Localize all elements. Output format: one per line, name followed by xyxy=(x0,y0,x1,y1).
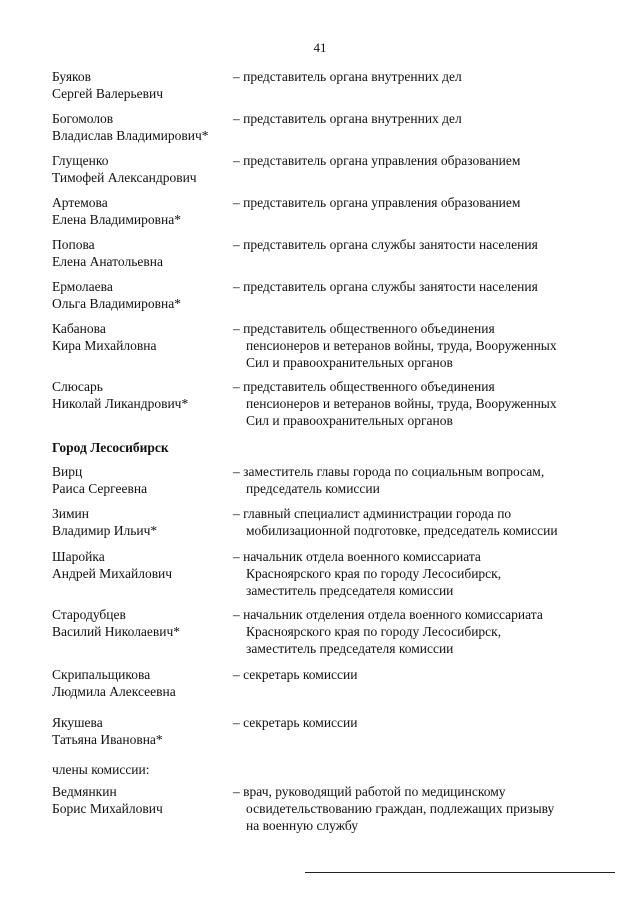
member-role xyxy=(233,320,613,371)
member-role xyxy=(233,505,613,539)
member-role-line: – начальник отделения отдела военного комиссариата xyxy=(233,607,543,622)
member-given-names: Кира Михайловна xyxy=(52,338,157,353)
member-role xyxy=(233,110,613,127)
member-role-line: Красноярского края по городу Лесосибирск, xyxy=(246,624,502,639)
member-role xyxy=(233,278,613,295)
member-given-names: Елена Владимировна* xyxy=(52,212,182,227)
member-given-names: Людмила Алексеевна xyxy=(52,684,176,699)
members-label: члены комиссии: xyxy=(52,762,150,777)
member-role-line: заместитель председателя комиссии xyxy=(246,641,454,656)
member-given-names: Василий Николаевич* xyxy=(52,624,181,639)
member-given-names: Владимир Ильич* xyxy=(52,523,158,538)
member-name xyxy=(52,110,232,144)
member-role-line: – начальник отдела военного комиссариата xyxy=(233,549,481,564)
member-surname: Слюсарь xyxy=(52,379,103,394)
member-role-line: пенсионеров и ветеранов войны, труда, Вооруженных xyxy=(246,338,557,353)
member-role-line: – заместитель главы города по социальным вопросам, xyxy=(233,464,545,479)
member-given-names: Владислав Владимирович* xyxy=(52,128,209,143)
member-name xyxy=(52,666,232,700)
member-given-names: Борис Михайлович xyxy=(52,801,163,816)
member-role xyxy=(233,236,613,253)
member-surname: Вирц xyxy=(52,464,83,479)
member-role xyxy=(233,714,613,731)
member-role-line: – представитель общественного объединения xyxy=(233,379,495,394)
member-role-line: Сил и правоохранительных органов xyxy=(246,413,453,428)
member-role-line: Сил и правоохранительных органов xyxy=(246,355,453,370)
member-given-names: Николай Ликандрович* xyxy=(52,396,189,411)
member-given-names: Елена Анатольевна xyxy=(52,254,163,269)
member-surname: Шаройка xyxy=(52,549,105,564)
member-role xyxy=(233,606,613,657)
member-surname: Артемова xyxy=(52,195,108,210)
member-name xyxy=(52,548,232,582)
member-role-line: – представитель органа службы занятости населения xyxy=(233,237,538,252)
member-surname: Скрипальщикова xyxy=(52,667,151,682)
member-role-line: на военную службу xyxy=(246,818,358,833)
member-role-line: – представитель органа управления образованием xyxy=(233,153,521,168)
member-role xyxy=(233,152,613,169)
member-role-line: председатель комиссии xyxy=(246,481,380,496)
member-name xyxy=(52,194,232,228)
member-name xyxy=(52,278,232,312)
member-role-line: – врач, руководящий работой по медицинскому xyxy=(233,784,506,799)
footer-rule xyxy=(305,872,615,873)
member-role-line: освидетельствованию граждан, подлежащих призыву xyxy=(246,801,555,816)
member-surname: Стародубцев xyxy=(52,607,126,622)
member-surname: Глущенко xyxy=(52,153,109,168)
member-given-names: Раиса Сергеевна xyxy=(52,481,148,496)
member-name xyxy=(52,320,232,354)
member-role-line: – представитель общественного объединения xyxy=(233,321,495,336)
member-role-line: – главный специалист администрации города по xyxy=(233,506,512,521)
member-name xyxy=(52,714,232,748)
member-surname: Кабанова xyxy=(52,321,106,336)
member-surname: Зимин xyxy=(52,506,89,521)
member-surname: Якушева xyxy=(52,715,103,730)
member-role xyxy=(233,378,613,429)
member-role-line: пенсионеров и ветеранов войны, труда, Вооруженных xyxy=(246,396,557,411)
member-surname: Ведмянкин xyxy=(52,784,117,799)
member-given-names: Тимофей Александрович xyxy=(52,170,197,185)
member-role xyxy=(233,548,613,599)
member-role-line: Красноярского края по городу Лесосибирск, xyxy=(246,566,502,581)
member-surname: Богомолов xyxy=(52,111,114,126)
member-name xyxy=(52,505,232,539)
member-role-line: – представитель органа управления образованием xyxy=(233,195,521,210)
member-name xyxy=(52,378,232,412)
member-given-names: Ольга Владимировна* xyxy=(52,296,181,311)
member-role xyxy=(233,783,613,834)
page-number: 41 xyxy=(313,40,327,55)
member-role-line: – представитель органа внутренних дел xyxy=(233,69,462,84)
member-name xyxy=(52,783,232,817)
member-given-names: Сергей Валерьевич xyxy=(52,86,163,101)
member-role-line: – секретарь комиссии xyxy=(233,667,358,682)
member-given-names: Андрей Михайлович xyxy=(52,566,173,581)
member-role-line: – секретарь комиссии xyxy=(233,715,358,730)
member-surname: Попова xyxy=(52,237,95,252)
member-role-line: – представитель органа внутренних дел xyxy=(233,111,462,126)
member-role-line: – представитель органа службы занятости населения xyxy=(233,279,538,294)
section-heading: Город Лесосибирск xyxy=(52,440,169,455)
member-surname: Буяков xyxy=(52,69,92,84)
member-role-line: заместитель председателя комиссии xyxy=(246,583,454,598)
member-name xyxy=(52,68,232,102)
member-name xyxy=(52,152,232,186)
member-name xyxy=(52,606,232,640)
member-given-names: Татьяна Ивановна* xyxy=(52,732,163,747)
member-role xyxy=(233,666,613,683)
member-role xyxy=(233,194,613,211)
member-name xyxy=(52,463,232,497)
member-role xyxy=(233,463,613,497)
member-surname: Ермолаева xyxy=(52,279,113,294)
member-name xyxy=(52,236,232,270)
member-role xyxy=(233,68,613,85)
member-role-line: мобилизационной подготовке, председатель комиссии xyxy=(246,523,558,538)
